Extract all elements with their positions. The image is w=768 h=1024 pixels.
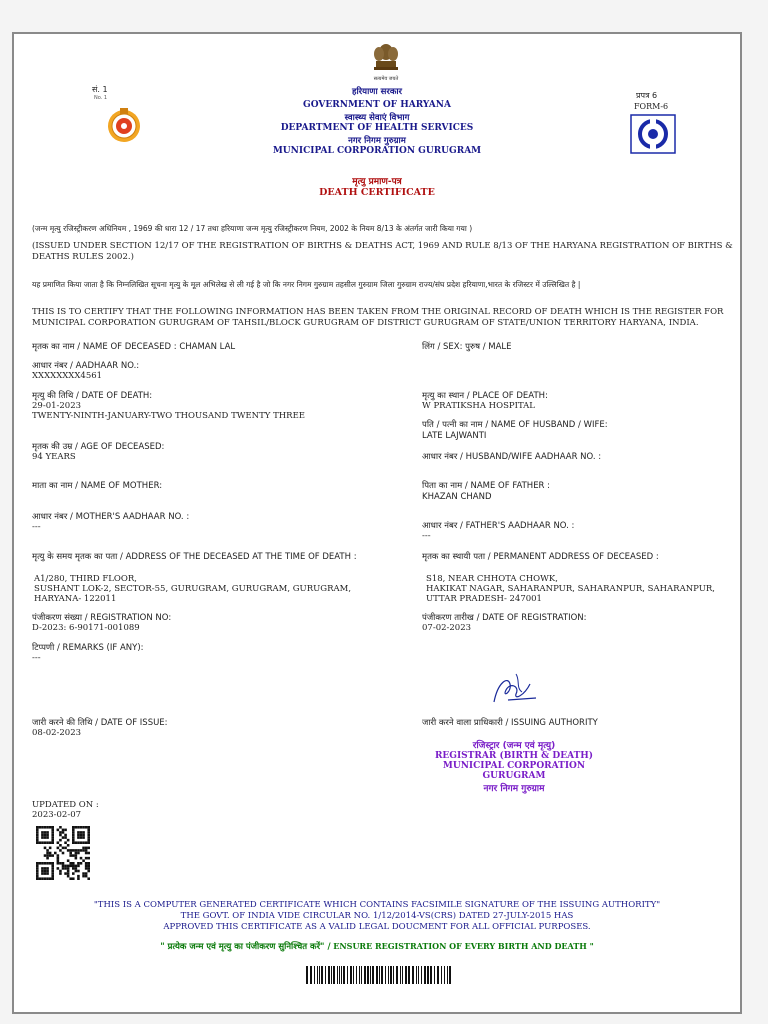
issued-under-hindi: (जन्म मृत्यु रजिस्ट्रीकरण अधिनियम , 1969 की धारा 12 / 17 तथा हरियाणा जन्म मृत्यु रजिस्ट्रीकरण नियम, 2002 के नियम 8/13 के अंतर्गत जारी किया गया ): [32, 224, 473, 233]
registrar-corp-hindi: नगर निगम गुरुग्राम: [483, 784, 545, 794]
corp-en: MUNICIPAL CORPORATION GURUGRAM: [272, 146, 482, 156]
certificate-frame: [12, 32, 742, 1014]
footer-line1: "THIS IS A COMPUTER GENERATED CERTIFICATE WHICH CONTAINS FACSIMILE SIGNATURE OF THE ISSUING AUTHORITY": [93, 900, 661, 910]
certify-en: THIS IS TO CERTIFY THAT THE FOLLOWING INFORMATION HAS BEEN TAKEN FROM THE ORIGINAL RECORD OF DEATH WHICH IS THE REGISTER FOR MUNICIPAL CORPORATION GURUGRAM OF TAHSIL/BLOCK GURUGRAM OF DISTRICT GURUGRAM OF STATE/UNION TERRITORY HARYANA, INDIA.: [32, 307, 724, 328]
mother-aadhaar-label: आधार नंबर / MOTHER'S AADHAAR NO. :: [32, 512, 190, 522]
father-name-value: KHAZAN CHAND: [422, 492, 492, 502]
date-of-death-label: मृत्यु की तिथि / DATE OF DEATH:: [32, 391, 153, 401]
crs-logo-icon: [630, 114, 676, 154]
registrar-corp-en: MUNICIPAL CORPORATION GURUGRAM: [442, 761, 586, 781]
registration-no-label: पंजीकरण संख्या / REGISTRATION NO:: [32, 613, 172, 623]
father-aadhaar-label: आधार नंबर / FATHER'S AADHAAR NO. :: [422, 521, 575, 531]
slogan: [14, 941, 740, 952]
aadhaar-value: XXXXXXXX4561: [32, 371, 103, 381]
form-hindi: प्रपत्र 6: [636, 91, 658, 100]
age-value: 94 YEARS: [32, 452, 76, 462]
serial-hindi: सं. 1: [92, 85, 108, 94]
mother-name-label: माता का नाम / NAME OF MOTHER:: [32, 481, 163, 491]
updated-on-value: 2023-02-07: [32, 810, 82, 820]
certify-hindi: यह प्रमाणित किया जाता है कि निम्नलिखित सूचना मृत्यु के मूल अभिलेख से ली गई है जो कि नगर निगम गुरुग्राम तहसील गुरुग्राम जिला गुरुग्राम राज्य/संघ प्रदेश हरियाणा,भारत के रजिस्टर में उल्लिखित है |: [32, 280, 581, 289]
name-of-deceased: मृतक का नाम / NAME OF DECEASED : CHAMAN LAL: [32, 342, 236, 352]
registrar-block: [412, 738, 616, 794]
address-line3: HARYANA- 122011: [34, 594, 117, 604]
emblem-caption: सत्यमेव जयते: [373, 76, 399, 82]
registrar-en: REGISTRAR (BIRTH & DEATH): [434, 751, 594, 761]
slogan-hindi: " प्रत्येक जन्म एवं मृत्यु का पंजीकरण सुनिश्चित करें" /: [160, 942, 331, 952]
spouse-name-label: पति / पत्नी का नाम / NAME OF HUSBAND / WIFE:: [422, 420, 608, 430]
dept-en: DEPARTMENT OF HEALTH SERVICES: [280, 123, 474, 133]
date-of-issue-value: 08-02-2023: [32, 728, 82, 738]
issuing-authority-label: जारी करने वाला प्राधिकारी / ISSUING AUTHORITY: [422, 718, 598, 728]
date-of-issue-label: जारी करने की तिथि / DATE OF ISSUE:: [32, 718, 168, 728]
sex-field: लिंग / SEX: पुरुष / MALE: [422, 342, 512, 352]
issued-under-en: (ISSUED UNDER SECTION 12/17 OF THE REGISTRATION OF BIRTHS & DEATHS ACT, 1969 AND RULE 8/13 OF THE HARYANA REGISTRATION OF BIRTHS & DEATHS RULES 2002.): [32, 241, 733, 262]
corp-hindi: नगर निगम गुरुग्राम: [348, 136, 406, 146]
place-of-death-value: W PRATIKSHA HOSPITAL: [422, 401, 535, 411]
registrar-hindi: रजिस्ट्रार (जन्म एवं मृत्यु): [472, 741, 556, 751]
aadhaar-label: आधार नंबर / AADHAAR NO.:: [32, 361, 140, 371]
permanent-address-line1: S18, NEAR CHHOTA CHOWK,: [426, 574, 558, 584]
registration-no-value: D-2023: 6-90171-001089: [32, 623, 140, 633]
barcode[interactable]: [304, 966, 454, 984]
mother-aadhaar-value: ---: [32, 522, 41, 532]
form-en: FORM-6: [634, 102, 669, 111]
signature-image: [486, 662, 546, 710]
title-hindi: मृत्यु प्रमाण-पत्र: [352, 177, 402, 187]
spouse-aadhaar-label: आधार नंबर / HUSBAND/WIFE AADHAAR NO. :: [422, 452, 602, 462]
date-of-death-words: TWENTY-NINTH-JANUARY-TWO THOUSAND TWENTY THREE: [32, 411, 305, 421]
date-of-death-value: 29-01-2023: [32, 401, 82, 411]
father-name-label: पिता का नाम / NAME OF FATHER :: [422, 481, 551, 491]
qr-code[interactable]: [36, 826, 90, 880]
permanent-address-line2: HAKIKAT NAGAR, SAHARANPUR, SAHARANPUR, SAHARANPUR,: [426, 584, 715, 594]
serial-en: No. 1: [94, 95, 108, 101]
address-label: मृत्यु के समय मृतक का पता / ADDRESS OF THE DECEASED AT THE TIME OF DEATH :: [32, 552, 357, 562]
registration-date-value: 07-02-2023: [422, 623, 472, 633]
slogan-en: ENSURE REGISTRATION OF EVERY BIRTH AND DEATH ": [333, 941, 594, 951]
place-of-death-label: मृत्यु का स्थान / PLACE OF DEATH:: [422, 391, 548, 401]
title-en: DEATH CERTIFICATE: [319, 187, 435, 198]
remarks-label: टिप्पणी / REMARKS (IF ANY):: [32, 643, 144, 653]
age-label: मृतक की उम्र / AGE OF DECEASED:: [32, 442, 165, 452]
state-en: GOVERNMENT OF HARYANA: [303, 100, 451, 110]
remarks-value: ---: [32, 653, 41, 663]
registration-date-label: पंजीकरण तारीख / DATE OF REGISTRATION:: [422, 613, 587, 623]
updated-on-label: UPDATED ON :: [32, 800, 99, 810]
footer-line2: THE GOVT. OF INDIA VIDE CIRCULAR NO. 1/12/2014-VS(CRS) DATED 27-JULY-2015 HAS: [180, 911, 574, 921]
state-hindi: हरियाणा सरकार: [351, 87, 403, 97]
national-emblem-icon: [366, 42, 406, 78]
permanent-address-label: मृतक का स्थायी पता / PERMANENT ADDRESS OF DECEASED :: [422, 552, 659, 562]
address-line2: SUSHANT LOK-2, SECTOR-55, GURUGRAM, GURUGRAM, GURUGRAM,: [34, 584, 352, 594]
dept-hindi: स्वास्थ्य सेवाएं विभाग: [344, 113, 410, 123]
footer-line3: APPROVED THIS CERTIFICATE AS A VALID LEGAL DOUCMENT FOR ALL OFFICIAL PURPOSES.: [163, 922, 591, 932]
permanent-address-line3: UTTAR PRADESH- 247001: [426, 594, 542, 604]
father-aadhaar-value: ---: [422, 531, 431, 541]
spouse-name-value: LATE LAJWANTI: [422, 431, 487, 441]
address-line1: A1/280, THIRD FLOOR,: [34, 574, 137, 584]
